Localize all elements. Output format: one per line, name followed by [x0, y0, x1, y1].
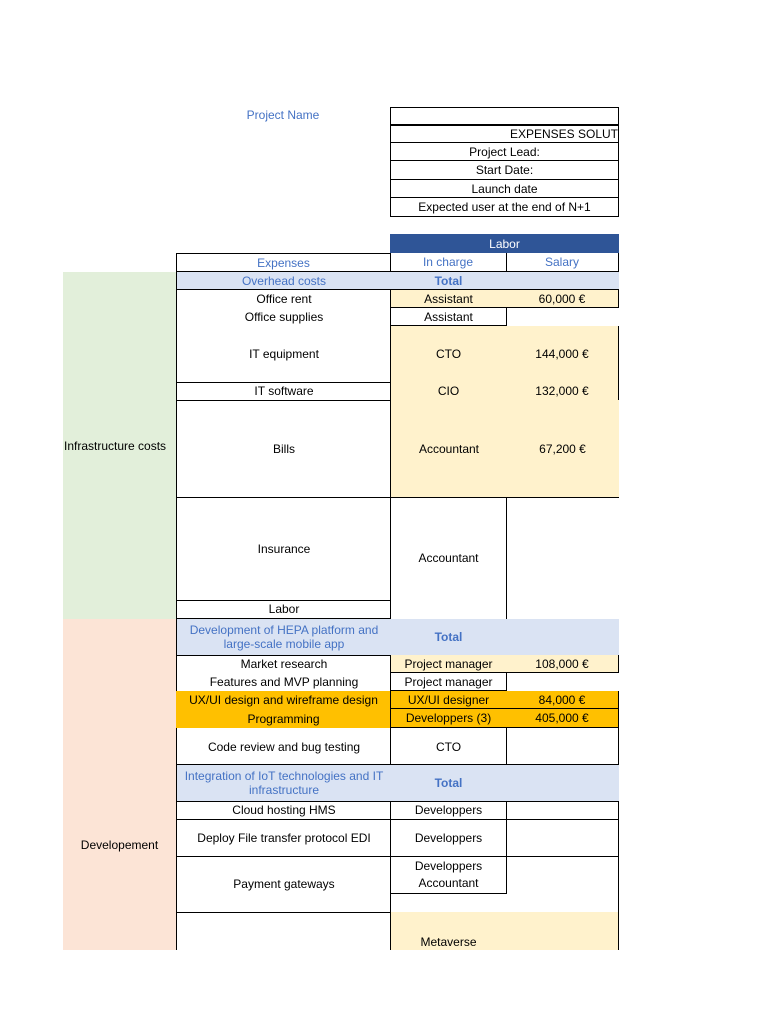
- incharge-it-equipment: CTO: [390, 326, 507, 383]
- salary-deploy-ftp: [506, 819, 619, 857]
- salary-market-research: 108,000 €: [506, 655, 619, 673]
- labor-header: Labor: [390, 234, 619, 253]
- expense-it-equipment: IT equipment: [176, 326, 391, 383]
- expense-deploy-ftp: Deploy File transfer protocol EDI: [176, 819, 391, 857]
- payment-extra-row: [390, 893, 619, 913]
- expense-programming: Programming: [176, 709, 391, 728]
- expense-it-software: IT software: [176, 382, 391, 401]
- salary-insurance: [506, 497, 619, 619]
- iot-total: Total: [390, 764, 507, 802]
- incharge-payment-line1: Developpers: [414, 858, 483, 873]
- expense-code-review: Code review and bug testing: [176, 728, 391, 765]
- development-label-text: Developement: [80, 838, 159, 852]
- start-date-field[interactable]: Start Date:: [390, 161, 619, 180]
- incharge-office-rent: Assistant: [390, 290, 507, 308]
- salary-bills: 67,200 €: [506, 400, 619, 498]
- incharge-programming: Developpers (3): [390, 709, 507, 728]
- salary-features-mvp: [506, 673, 619, 691]
- salary-programming: 405,000 €: [506, 709, 619, 728]
- expense-labor: Labor: [176, 600, 391, 619]
- iot-category: Integration of IoT technologies and IT infrastructure: [176, 764, 391, 802]
- development-section-label: [63, 619, 176, 950]
- incharge-ux-ui-design: UX/UI designer: [390, 691, 507, 709]
- salary-it-equipment: 144,000 €: [506, 326, 619, 383]
- hepa-category: Development of HEPA platform and large-scale mobile app: [176, 619, 391, 656]
- salary-ux-ui-design: 84,000 €: [506, 691, 619, 709]
- salary-code-review: [506, 728, 619, 765]
- infrastructure-label-text: Infrastructure costs: [64, 438, 167, 453]
- incharge-features-mvp: Project manager: [390, 673, 507, 691]
- infrastructure-section-label: [63, 272, 176, 619]
- incharge-it-software: CIO: [390, 382, 507, 401]
- incharge-insurance: Accountant: [390, 497, 507, 619]
- overhead-costs-category: Overhead costs: [176, 272, 391, 290]
- salary-office-rent: 60,000 €: [506, 290, 619, 308]
- expense-office-rent: Office rent: [176, 290, 391, 308]
- salary-metaverse: [506, 912, 619, 950]
- col-in-charge: In charge: [390, 253, 507, 272]
- incharge-office-supplies: Assistant: [390, 308, 507, 326]
- incharge-cloud-hosting: Developpers: [390, 801, 507, 820]
- incharge-code-review: CTO: [390, 728, 507, 765]
- sheet-title-text: EXPENSES SOLUT: [509, 127, 618, 141]
- launch-date-field[interactable]: Launch date: [390, 180, 619, 198]
- salary-cloud-hosting: [506, 801, 619, 820]
- salary-it-software: 132,000 €: [506, 382, 619, 401]
- expense-ux-ui-design: UX/UI design and wireframe design: [176, 691, 391, 709]
- salary-payment-gateways: [506, 856, 619, 894]
- hepa-total: Total: [390, 619, 507, 656]
- expense-payment-gateways: Payment gateways: [176, 856, 391, 913]
- incharge-payment-gateways: [390, 856, 507, 894]
- sheet-title: [390, 124, 619, 143]
- incharge-payment-line2: Accountant: [418, 875, 479, 890]
- expense-metaverse: [176, 912, 391, 950]
- salary-office-supplies: [506, 308, 619, 326]
- expense-bills: Bills: [176, 400, 391, 498]
- project-lead-field[interactable]: Project Lead:: [390, 143, 619, 161]
- expense-office-supplies: Office supplies: [176, 308, 391, 326]
- hepa-total-value: [506, 619, 619, 656]
- overhead-total-value: [506, 272, 619, 290]
- overhead-total: Total: [390, 272, 507, 290]
- iot-total-value: [506, 764, 619, 802]
- incharge-market-research: Project manager: [390, 655, 507, 673]
- expense-features-mvp: Features and MVP planning: [176, 673, 391, 691]
- col-expenses: Expenses: [176, 253, 391, 272]
- expense-cloud-hosting: Cloud hosting HMS: [176, 801, 391, 819]
- incharge-metaverse: Metaverse: [390, 912, 507, 950]
- incharge-deploy-ftp: Developpers: [390, 819, 507, 857]
- incharge-bills: Accountant: [390, 400, 507, 498]
- col-salary: Salary: [506, 253, 619, 272]
- expected-users-field[interactable]: Expected user at the end of N+1: [390, 198, 619, 217]
- expense-insurance: Insurance: [176, 497, 391, 601]
- expense-market-research: Market research: [176, 655, 391, 673]
- project-name-label: Project Name: [246, 107, 320, 122]
- project-name-field[interactable]: [390, 107, 619, 125]
